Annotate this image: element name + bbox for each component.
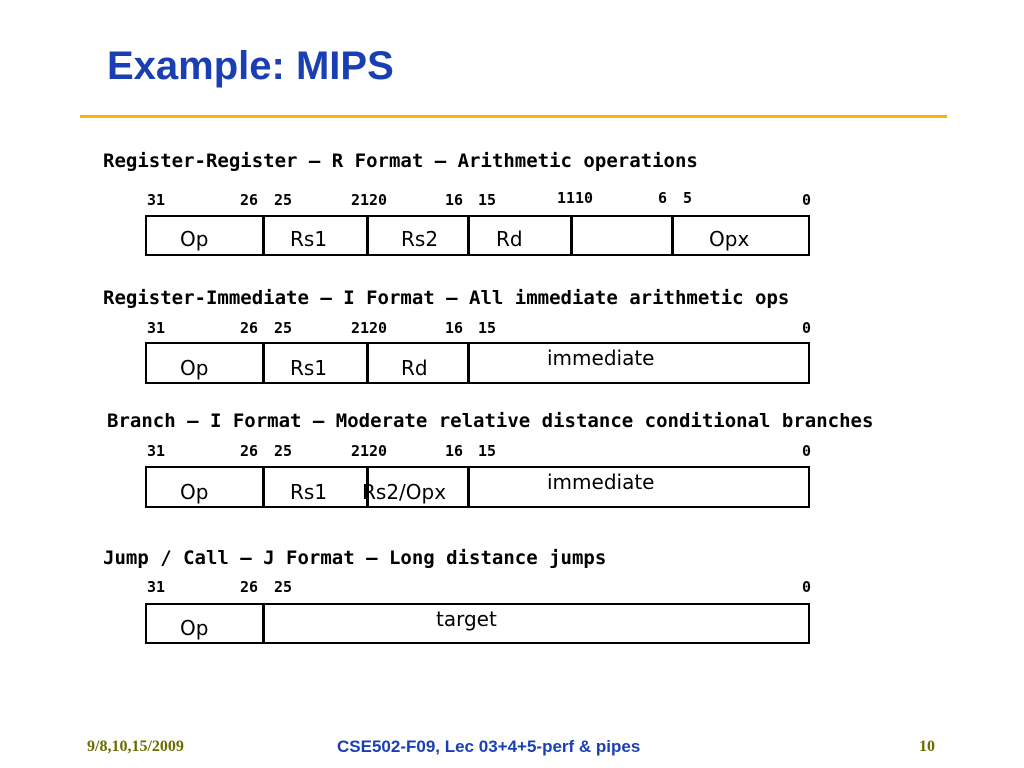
branch-format-heading: Branch – I Format – Moderate relative distance conditional branches bbox=[107, 410, 874, 432]
bit-25: 25 bbox=[274, 442, 293, 460]
footer-page-number: 10 bbox=[919, 738, 935, 755]
bit-20: 20 bbox=[369, 319, 388, 337]
field-divider bbox=[366, 344, 369, 382]
bit-26: 26 bbox=[240, 191, 259, 209]
field-divider bbox=[366, 217, 369, 254]
field-immediate: immediate bbox=[547, 470, 655, 494]
field-divider bbox=[467, 344, 470, 382]
slide-title: Example: MIPS bbox=[107, 44, 394, 88]
field-rs1: Rs1 bbox=[290, 227, 328, 251]
field-immediate: immediate bbox=[547, 346, 655, 370]
bit-16: 16 bbox=[445, 319, 464, 337]
field-rd: Rd bbox=[401, 356, 428, 380]
bit-21: 21 bbox=[351, 442, 370, 460]
field-divider bbox=[467, 468, 470, 506]
field-rs2: Rs2 bbox=[401, 227, 439, 251]
field-target: target bbox=[436, 607, 497, 631]
bit-31: 31 bbox=[147, 578, 166, 596]
field-divider bbox=[262, 605, 265, 642]
bit-15: 15 bbox=[478, 191, 497, 209]
bit-21: 21 bbox=[351, 319, 370, 337]
field-divider bbox=[467, 217, 470, 254]
title-divider bbox=[80, 115, 947, 118]
bit-31: 31 bbox=[147, 191, 166, 209]
bit-25: 25 bbox=[274, 578, 293, 596]
field-divider bbox=[262, 217, 265, 254]
field-rs2-opx: Rs2/Opx bbox=[362, 480, 447, 504]
field-op: Op bbox=[180, 227, 209, 251]
bit-25: 25 bbox=[274, 191, 293, 209]
bit-20: 20 bbox=[369, 442, 388, 460]
bit-31: 31 bbox=[147, 442, 166, 460]
branch-format-instruction-box bbox=[145, 466, 810, 508]
bit-5: 5 bbox=[683, 189, 693, 207]
field-rd: Rd bbox=[496, 227, 523, 251]
footer-date: 9/8,10,15/2009 bbox=[87, 738, 184, 755]
bit-31: 31 bbox=[147, 319, 166, 337]
bit-10: 10 bbox=[575, 189, 594, 207]
i-format-instruction-box bbox=[145, 342, 810, 384]
bit-26: 26 bbox=[240, 578, 259, 596]
bit-26: 26 bbox=[240, 319, 259, 337]
field-divider bbox=[262, 344, 265, 382]
bit-11: 11 bbox=[557, 189, 576, 207]
field-divider bbox=[262, 468, 265, 506]
bit-26: 26 bbox=[240, 442, 259, 460]
bit-0: 0 bbox=[802, 191, 812, 209]
bit-16: 16 bbox=[445, 191, 464, 209]
bit-0: 0 bbox=[802, 578, 812, 596]
field-divider bbox=[671, 217, 674, 254]
bit-0: 0 bbox=[802, 319, 812, 337]
bit-0: 0 bbox=[802, 442, 812, 460]
bit-25: 25 bbox=[274, 319, 293, 337]
field-op: Op bbox=[180, 356, 209, 380]
field-op: Op bbox=[180, 616, 209, 640]
field-rs1: Rs1 bbox=[290, 480, 328, 504]
bit-16: 16 bbox=[445, 442, 464, 460]
r-format-heading: Register-Register – R Format – Arithmetic operations bbox=[103, 150, 698, 172]
bit-15: 15 bbox=[478, 319, 497, 337]
bit-20: 20 bbox=[369, 191, 388, 209]
bit-6: 6 bbox=[658, 189, 668, 207]
i-format-heading: Register-Immediate – I Format – All immediate arithmetic ops bbox=[103, 287, 790, 309]
bit-15: 15 bbox=[478, 442, 497, 460]
footer-course: CSE502-F09, Lec 03+4+5-perf & pipes bbox=[337, 737, 641, 756]
field-rs1: Rs1 bbox=[290, 356, 328, 380]
field-divider bbox=[570, 217, 573, 254]
field-op: Op bbox=[180, 480, 209, 504]
field-opx: Opx bbox=[709, 227, 750, 251]
j-format-heading: Jump / Call – J Format – Long distance jumps bbox=[103, 547, 607, 569]
bit-21: 21 bbox=[351, 191, 370, 209]
